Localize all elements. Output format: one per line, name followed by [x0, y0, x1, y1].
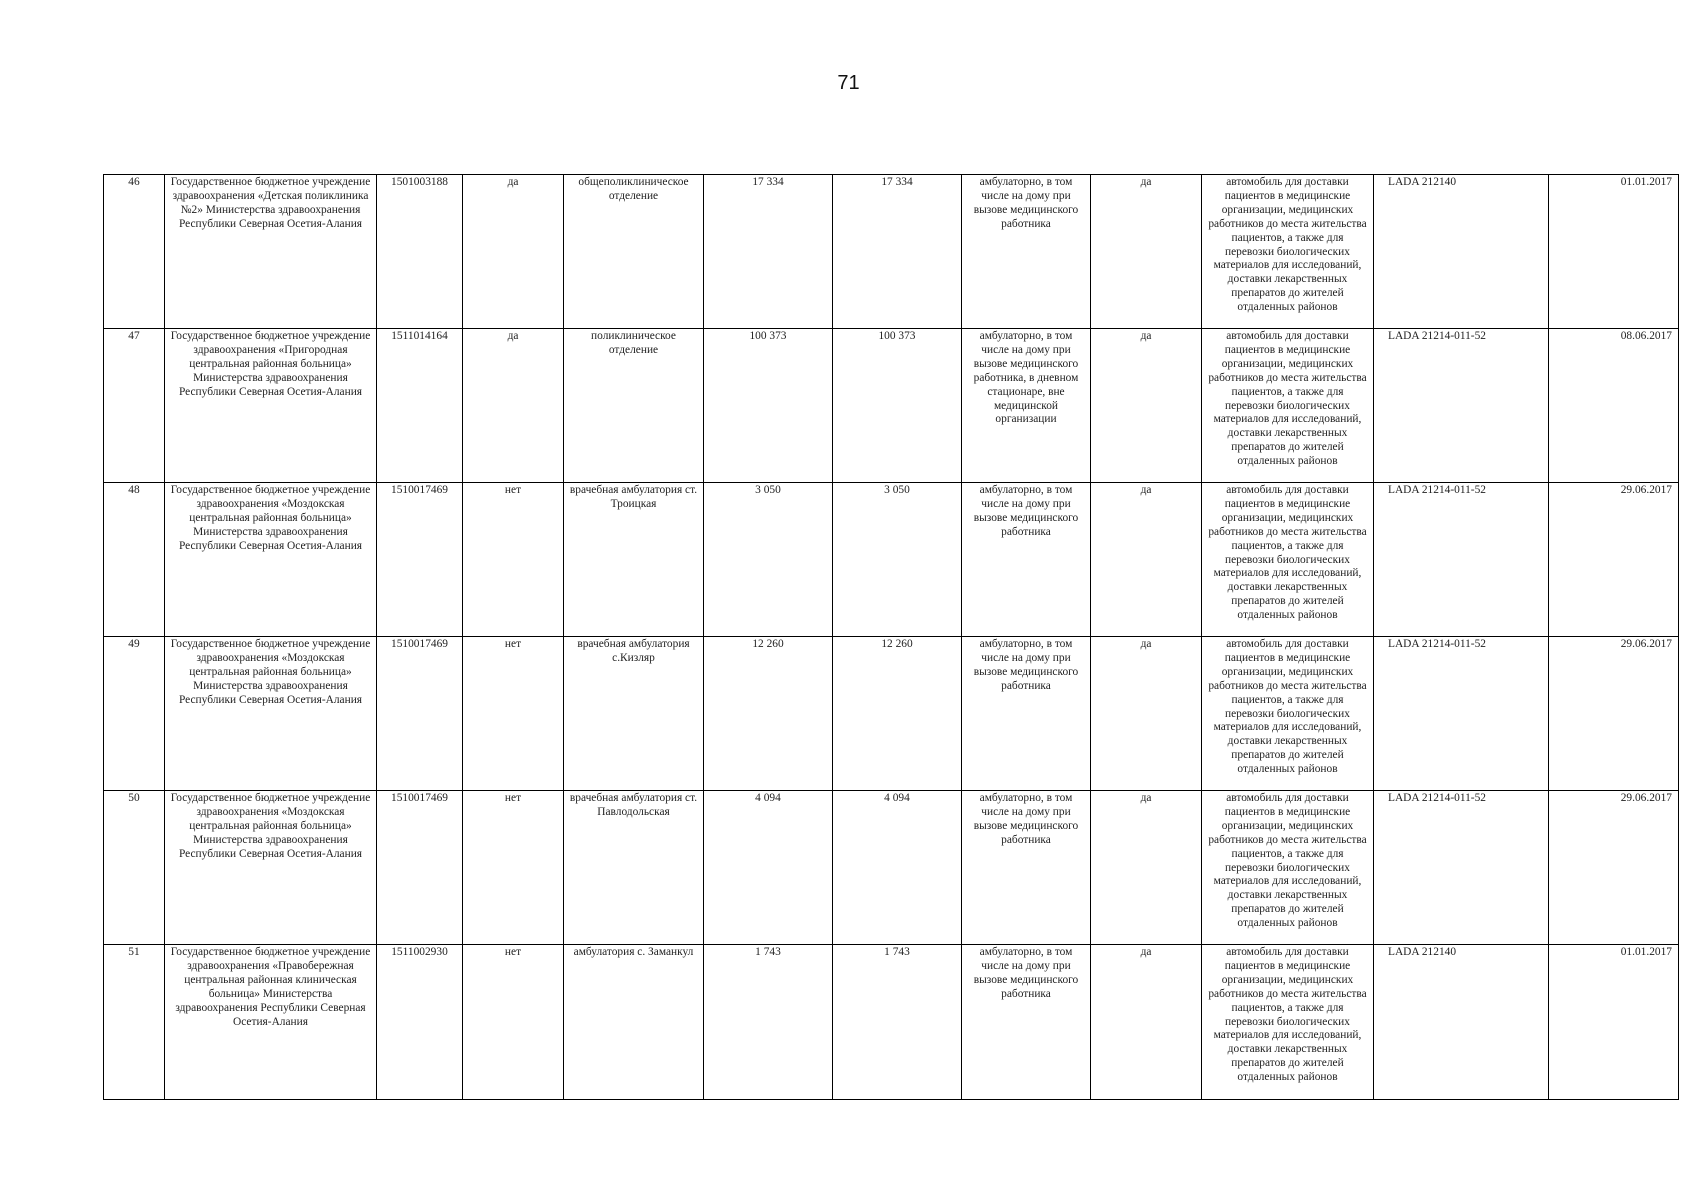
vehicle-brand-cell: LADA 21214-011-52: [1374, 637, 1549, 791]
vehicle-purpose-cell: автомобиль для доставки пациентов в медицинские организации, медицинских работников до места жительства пациентов, а также для перевозки биологических материалов для исследований, доставки лекарственных препаратов до жителей отдаленных районов: [1202, 329, 1374, 483]
flag-cell: нет: [463, 637, 564, 791]
organization-cell: Государственное бюджетное учреждение здравоохранения «Правобережная центральная районная клиническая больница» Министерства здравоохранения Республики Северная Осетия-Алания: [165, 945, 377, 1100]
unit-cell: врачебная амбулатория с.Кизляр: [564, 637, 704, 791]
answer-cell: да: [1091, 945, 1202, 1100]
inn-cell: 1510017469: [377, 791, 463, 945]
population-cell: 12 260: [704, 637, 833, 791]
vehicle-brand-cell: LADA 21214-011-52: [1374, 791, 1549, 945]
flag-cell: нет: [463, 483, 564, 637]
conditions-cell: амбулаторно, в том числе на дому при вызове медицинского работника: [962, 175, 1091, 329]
row-number-cell: 48: [104, 483, 165, 637]
flag-cell: нет: [463, 945, 564, 1100]
answer-cell: да: [1091, 637, 1202, 791]
unit-cell: поликлиническое отделение: [564, 329, 704, 483]
answer-cell: да: [1091, 329, 1202, 483]
conditions-cell: амбулаторно, в том числе на дому при вызове медицинского работника: [962, 637, 1091, 791]
date-cell: 01.01.2017: [1549, 175, 1679, 329]
row-number-cell: 47: [104, 329, 165, 483]
date-cell: 29.06.2017: [1549, 483, 1679, 637]
flag-cell: да: [463, 329, 564, 483]
answer-cell: да: [1091, 791, 1202, 945]
table-row: [104, 329, 1679, 483]
table-row: [104, 945, 1679, 1100]
unit-cell: амбулатория с. Заманкул: [564, 945, 704, 1100]
date-cell: 01.01.2017: [1549, 945, 1679, 1100]
unit-cell: врачебная амбулатория ст. Павлодольская: [564, 791, 704, 945]
answer-cell: да: [1091, 483, 1202, 637]
vehicle-purpose-cell: автомобиль для доставки пациентов в медицинские организации, медицинских работников до места жительства пациентов, а также для перевозки биологических материалов для исследований, доставки лекарственных препаратов до жителей отдаленных районов: [1202, 637, 1374, 791]
organization-cell: Государственное бюджетное учреждение здравоохранения «Моздокская центральная районная больница» Министерства здравоохранения Республики Северная Осетия-Алания: [165, 791, 377, 945]
row-number-cell: 49: [104, 637, 165, 791]
inn-cell: 1510017469: [377, 483, 463, 637]
table-row: [104, 791, 1679, 945]
conditions-cell: амбулаторно, в том числе на дому при вызове медицинского работника: [962, 945, 1091, 1100]
vehicle-brand-cell: LADA 212140: [1374, 945, 1549, 1100]
row-number-cell: 50: [104, 791, 165, 945]
row-number-cell: 51: [104, 945, 165, 1100]
date-cell: 29.06.2017: [1549, 791, 1679, 945]
attached-population-cell: 100 373: [833, 329, 962, 483]
flag-cell: нет: [463, 791, 564, 945]
attached-population-cell: 3 050: [833, 483, 962, 637]
attached-population-cell: 4 094: [833, 791, 962, 945]
row-number-cell: 46: [104, 175, 165, 329]
attached-population-cell: 12 260: [833, 637, 962, 791]
table-row: [104, 637, 1679, 791]
organization-cell: Государственное бюджетное учреждение здравоохранения «Моздокская центральная районная больница» Министерства здравоохранения Республики Северная Осетия-Алания: [165, 483, 377, 637]
population-cell: 100 373: [704, 329, 833, 483]
organization-cell: Государственное бюджетное учреждение здравоохранения «Моздокская центральная районная больница» Министерства здравоохранения Республики Северная Осетия-Алания: [165, 637, 377, 791]
attached-population-cell: 1 743: [833, 945, 962, 1100]
conditions-cell: амбулаторно, в том числе на дому при вызове медицинского работника, в дневном стационаре, вне медицинской организации: [962, 329, 1091, 483]
inn-cell: 1511014164: [377, 329, 463, 483]
date-cell: 29.06.2017: [1549, 637, 1679, 791]
page-number: 71: [837, 72, 860, 94]
population-cell: 1 743: [704, 945, 833, 1100]
answer-cell: да: [1091, 175, 1202, 329]
table-row: [104, 175, 1679, 329]
vehicle-brand-cell: LADA 21214-011-52: [1374, 483, 1549, 637]
population-cell: 17 334: [704, 175, 833, 329]
inn-cell: 1501003188: [377, 175, 463, 329]
date-cell: 08.06.2017: [1549, 329, 1679, 483]
registry-table: [103, 174, 1679, 1100]
unit-cell: врачебная амбулатория ст. Троицкая: [564, 483, 704, 637]
population-cell: 4 094: [704, 791, 833, 945]
population-cell: 3 050: [704, 483, 833, 637]
table-row: [104, 483, 1679, 637]
vehicle-brand-cell: LADA 21214-011-52: [1374, 329, 1549, 483]
organization-cell: Государственное бюджетное учреждение здравоохранения «Пригородная центральная районная больница» Министерства здравоохранения Республики Северная Осетия-Алания: [165, 329, 377, 483]
vehicle-purpose-cell: автомобиль для доставки пациентов в медицинские организации, медицинских работников до места жительства пациентов, а также для перевозки биологических материалов для исследований, доставки лекарственных препаратов до жителей отдаленных районов: [1202, 945, 1374, 1100]
vehicle-purpose-cell: автомобиль для доставки пациентов в медицинские организации, медицинских работников до места жительства пациентов, а также для перевозки биологических материалов для исследований, доставки лекарственных препаратов до жителей отдаленных районов: [1202, 483, 1374, 637]
vehicle-brand-cell: LADA 212140: [1374, 175, 1549, 329]
conditions-cell: амбулаторно, в том числе на дому при вызове медицинского работника: [962, 791, 1091, 945]
inn-cell: 1511002930: [377, 945, 463, 1100]
attached-population-cell: 17 334: [833, 175, 962, 329]
vehicle-purpose-cell: автомобиль для доставки пациентов в медицинские организации, медицинских работников до места жительства пациентов, а также для перевозки биологических материалов для исследований, доставки лекарственных препаратов до жителей отдаленных районов: [1202, 175, 1374, 329]
flag-cell: да: [463, 175, 564, 329]
conditions-cell: амбулаторно, в том числе на дому при вызове медицинского работника: [962, 483, 1091, 637]
unit-cell: общеполиклиническое отделение: [564, 175, 704, 329]
vehicle-purpose-cell: автомобиль для доставки пациентов в медицинские организации, медицинских работников до места жительства пациентов, а также для перевозки биологических материалов для исследований, доставки лекарственных препаратов до жителей отдаленных районов: [1202, 791, 1374, 945]
organization-cell: Государственное бюджетное учреждение здравоохранения «Детская поликлиника №2» Министерства здравоохранения Республики Северная Осетия-Алания: [165, 175, 377, 329]
inn-cell: 1510017469: [377, 637, 463, 791]
